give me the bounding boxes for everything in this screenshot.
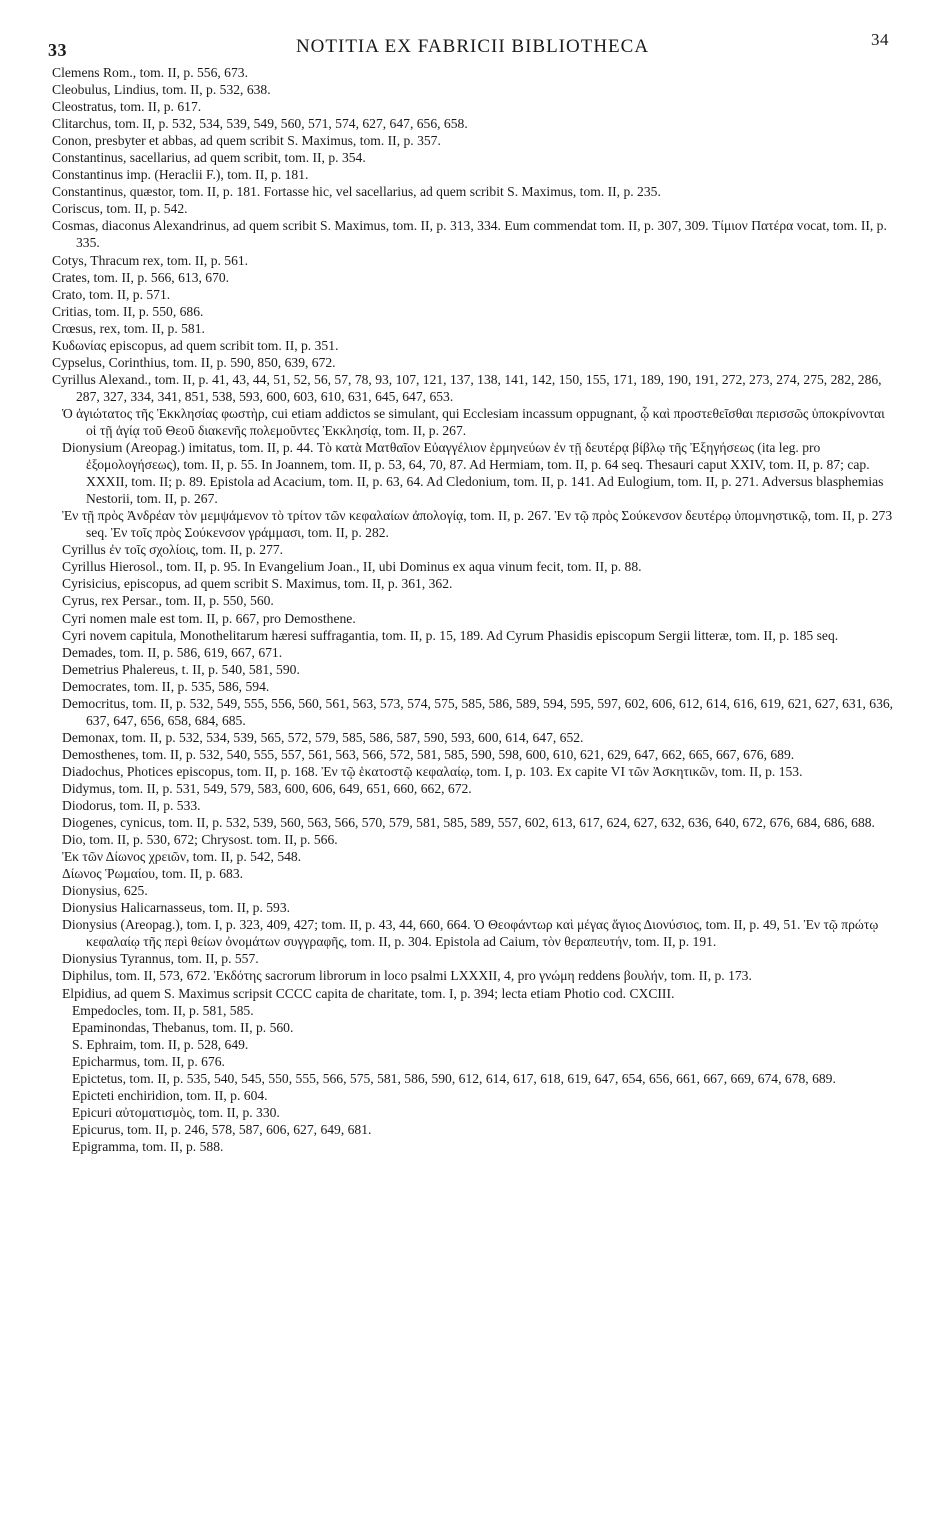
- index-entry: Cyrus, rex Persar., tom. II, p. 550, 560.: [62, 593, 274, 609]
- index-entry: Dionysius, 625.: [62, 883, 148, 899]
- index-entry: Crœsus, rex, tom. II, p. 581.: [52, 320, 205, 336]
- index-entry: Ἐν τῇ πρὸς Ἀνδρέαν τὸν μεμψάμενον τὸ τρίτον τῶν κεφαλαίων ἀπολογίᾳ, tom. II, p. 267. Ἐν τῷ πρὸς Σούκενσον δευτέρῳ ὑπομνηστικῷ, tom. II, p. 273 seq. Ἐν τοῖς πρὸς Σούκενσον γράμμασι, tom. II, p. 282.: [62, 508, 893, 541]
- index-entry: Cleostratus, tom. II, p. 617.: [52, 99, 202, 115]
- index-entry: Democrates, tom. II, p. 535, 586, 594.: [62, 678, 270, 694]
- index-entry: Democritus, tom. II, p. 532, 549, 555, 556, 560, 561, 563, 573, 574, 575, 585, 586, 589, 594, 595, 597, 602, 606, 612, 614, 616, 619, 621, 627, 631, 636, 637, 647, 656, 658, 684, 685.: [62, 695, 894, 728]
- index-entry: Diodorus, tom. II, p. 533.: [62, 798, 201, 814]
- index-entry: Conon, presbyter et abbas, ad quem scribit S. Maximus, tom. II, p. 357.: [52, 133, 441, 149]
- index-entry: Cyrisicius, episcopus, ad quem scribit S. Maximus, tom. II, p. 361, 362.: [62, 576, 453, 592]
- index-entry: Epigramma, tom. II, p. 588.: [72, 1138, 224, 1154]
- index-entry: Cyrillus ἐν τοῖς σχολίοις, tom. II, p. 277.: [62, 542, 284, 558]
- index-entry: Epicuri αὐτοματισμὸς, tom. II, p. 330.: [72, 1104, 280, 1120]
- index-entry: Constantinus, quæstor, tom. II, p. 181. Fortasse hic, vel sacellarius, ad quem scribit S. Maximus, tom. II, p. 235.: [52, 184, 661, 200]
- index-entry: Demonax, tom. II, p. 532, 534, 539, 565, 572, 579, 585, 586, 587, 590, 593, 600, 614, 647, 652.: [62, 729, 584, 745]
- index-entry: Demetrius Phalereus, t. II, p. 540, 581, 590.: [62, 661, 300, 677]
- index-list: [48, 64, 897, 1155]
- index-entry: Cypselus, Corinthius, tom. II, p. 590, 850, 639, 672.: [52, 354, 336, 370]
- index-entry: Cyri nomen male est tom. II, p. 667, pro Demosthene.: [62, 610, 356, 626]
- page-header: [48, 30, 897, 64]
- index-entry: Κυδωνίας episcopus, ad quem scribit tom. II, p. 351.: [52, 337, 339, 353]
- page-number: 33: [48, 40, 67, 60]
- index-entry: Cyrillus Alexand., tom. II, p. 41, 43, 44, 51, 52, 56, 57, 78, 93, 107, 121, 137, 138, 141, 142, 150, 155, 171, 189, 190, 191, 272, 273, 274, 275, 282, 286, 287, 327, 334, 341, 851, 538, 593, 600, 603, 610, 631, 645, 647, 653.: [52, 371, 882, 404]
- corner-number: 34: [871, 30, 889, 49]
- index-entry: Didymus, tom. II, p. 531, 549, 579, 583, 600, 606, 649, 651, 660, 662, 672.: [62, 780, 472, 796]
- index-entry: Dionysius Halicarnasseus, tom. II, p. 593.: [62, 900, 291, 916]
- index-entry: Epicteti enchiridion, tom. II, p. 604.: [72, 1087, 268, 1103]
- index-entry: Cyrillus Hierosol., tom. II, p. 95. In Evangelium Joan., II, ubi Dominus ex aqua vinum fecit, tom. II, p. 88.: [62, 559, 642, 575]
- index-entry: Demosthenes, tom. II, p. 532, 540, 555, 557, 561, 563, 566, 572, 581, 585, 590, 598, 600, 610, 621, 629, 647, 662, 665, 667, 676, 689.: [62, 746, 795, 762]
- index-entry: Constantinus imp. (Heraclii F.), tom. II, p. 181.: [52, 167, 309, 183]
- index-entry: Crato, tom. II, p. 571.: [52, 286, 171, 302]
- index-entry: Clitarchus, tom. II, p. 532, 534, 539, 549, 560, 571, 574, 627, 647, 656, 658.: [52, 116, 468, 132]
- index-entry: Epicharmus, tom. II, p. 676.: [72, 1053, 225, 1069]
- index-entry: Epictetus, tom. II, p. 535, 540, 545, 550, 555, 566, 575, 581, 586, 590, 612, 614, 617, 618, 619, 647, 654, 656, 661, 667, 669, 674, 678, 689.: [72, 1070, 836, 1086]
- index-entry: Dio, tom. II, p. 530, 672; Chrysost. tom. II, p. 566.: [62, 832, 338, 848]
- index-entry: Cleobulus, Lindius, tom. II, p. 532, 638.: [52, 82, 271, 98]
- index-entry: Coriscus, tom. II, p. 542.: [52, 201, 188, 217]
- index-entry: Diogenes, cynicus, tom. II, p. 532, 539, 560, 563, 566, 570, 579, 581, 585, 589, 557, 602, 613, 617, 624, 627, 632, 636, 640, 672, 676, 684, 686, 688.: [62, 815, 875, 831]
- index-entry: Clemens Rom., tom. II, p. 556, 673.: [52, 65, 248, 80]
- index-entry: Epaminondas, Thebanus, tom. II, p. 560.: [72, 1019, 294, 1035]
- index-entry: Empedocles, tom. II, p. 581, 585.: [72, 1002, 254, 1018]
- index-entry: Δίωνος Ῥωμαίου, tom. II, p. 683.: [62, 866, 244, 882]
- index-entry: Demades, tom. II, p. 586, 619, 667, 671.: [62, 644, 283, 660]
- index-entry: Dionysium (Areopag.) imitatus, tom. II, p. 44. Τὸ κατὰ Ματθαῖον Εὐαγγέλιον ἑρμηνεύων ἐν τῇ δευτέρᾳ βίβλῳ τῆς Ἐξηγήσεως (ita leg. pro ἐξομολογήσεως), tom. II, p. 55. In Joannem, tom. II, p. 53, 64, 70, 87. Ad Hermiam, tom. II, p. 64 seq. Thesauri caput XXIV, tom. II, p. 87; cap. XXXII, tom. II; p. 89. Epistola ad Acacium, tom. II, p. 63, 64. Ad Cledonium, tom. II, p. 141. Ad Eulogium, tom. II, p. 271. Adversus blasphemias Nestorii, tom. II, p. 267.: [62, 440, 884, 507]
- index-entry: Diphilus, tom. II, 573, 672. Ἐκδότης sacrorum librorum in loco psalmi LXXXII, 4, pro γνώμη reddens βουλήν, tom. II, p. 173.: [62, 968, 752, 984]
- running-title: NOTITIA EX FABRICII BIBLIOTHECA: [295, 36, 650, 57]
- index-entry: Crates, tom. II, p. 566, 613, 670.: [52, 269, 230, 285]
- index-entry: Cyri novem capitula, Monothelitarum hæresi suffragantia, tom. II, p. 15, 189. Ad Cyrum Phasidis episcopum Sergii litteræ, tom. II, p. 185 seq.: [62, 627, 839, 643]
- index-entry: Ὁ ἁγιώτατος τῆς Ἐκκλησίας φωστὴρ, cui etiam addictos se simulant, qui Ecclesiam incassum oppugnant, ᾧ καὶ προστεθεῖσθαι περισσῶς ὑποκρίνονται οἱ τῇ ἁγίᾳ τοῦ Θεοῦ διακενῆς πολεμοῦντες Ἐκκλησίᾳ, tom. II, p. 267.: [62, 405, 885, 438]
- index-entry: Elpidius, ad quem S. Maximus scripsit CCCC capita de charitate, tom. I, p. 394; lecta etiam Photio cod. CXCIII.: [62, 985, 675, 1001]
- index-entry: Dionysius Tyrannus, tom. II, p. 557.: [62, 951, 259, 967]
- index-entry: Ἐκ τῶν Δίωνος χρειῶν, tom. II, p. 542, 548.: [62, 849, 302, 865]
- index-entry: Epicurus, tom. II, p. 246, 578, 587, 606, 627, 649, 681.: [72, 1121, 372, 1137]
- index-entry: Critias, tom. II, p. 550, 686.: [52, 303, 204, 319]
- index-entry: S. Ephraim, tom. II, p. 528, 649.: [72, 1036, 249, 1052]
- index-entry: Constantinus, sacellarius, ad quem scribit, tom. II, p. 354.: [52, 150, 366, 166]
- index-entry: Cotys, Thracum rex, tom. II, p. 561.: [52, 252, 249, 268]
- index-entry: Diadochus, Photices episcopus, tom. II, p. 168. Ἐν τῷ ἑκατοστῷ κεφαλαίῳ, tom. I, p. 103. Ex capite VI τῶν Ἀσκητικῶν, tom. II, p. 153.: [62, 763, 803, 779]
- index-entry: Cosmas, diaconus Alexandrinus, ad quem scribit S. Maximus, tom. II, p. 313, 334. Eum commendat tom. II, p. 307, 309. Τίμιον Πατέρα vocat, tom. II, p. 335.: [52, 218, 887, 251]
- index-entry: Dionysius (Areopag.), tom. I, p. 323, 409, 427; tom. II, p. 43, 44, 660, 664. Ὁ Θεοφάντωρ καὶ μέγας ἅγιος Διονύσιος, tom. II, p. 49, 51. Ἐν τῷ πρώτῳ κεφαλαίῳ τῆς περὶ θείων ὀνομάτων συγγραφῆς, tom. II, p. 304. Epistola ad Caium, τὸν θεραπευτήν, tom. II, p. 191.: [62, 917, 879, 950]
